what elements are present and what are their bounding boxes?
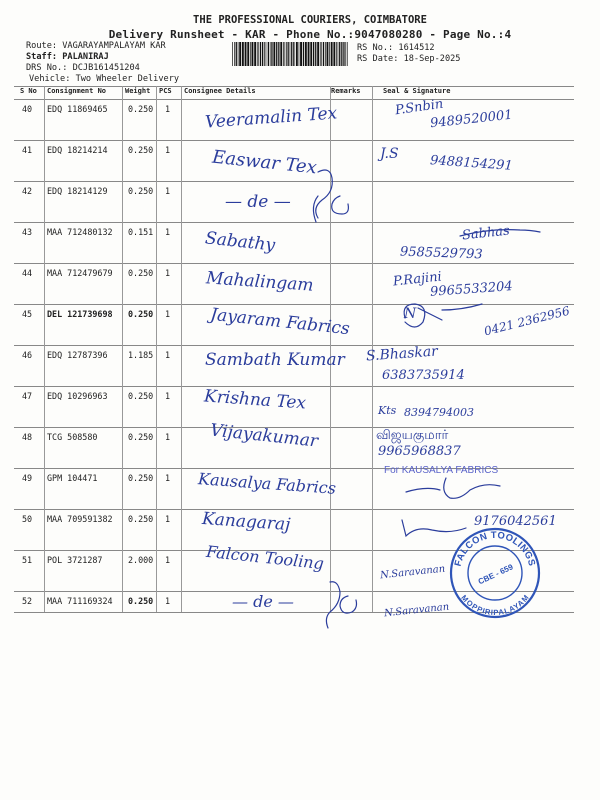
- cell-weight: 0.250: [128, 596, 154, 606]
- cell-sno: 41: [22, 145, 33, 155]
- drs-number: DRS No.: DCJB161451204: [26, 63, 140, 73]
- staff: Staff: PALANIRAJ: [26, 51, 109, 62]
- handwritten-phone: 9489520001: [429, 107, 514, 132]
- col-seal: Seal & Signature: [383, 87, 451, 95]
- cell-sno: 43: [22, 227, 33, 237]
- handwritten-phone: 6383735914: [382, 368, 465, 383]
- cell-weight: 0.250: [128, 268, 154, 278]
- svg-text:MOPPIRIPALAYAM: [459, 593, 530, 617]
- stamp-bottom-text: MOPPIRIPALAYAM: [459, 593, 531, 618]
- cell-cno: TCG 508580: [47, 432, 98, 442]
- cell-weight: 0.250: [128, 432, 154, 442]
- handwritten-consignee: Sabathy: [204, 228, 277, 256]
- handwritten-signature: N.Saravanan: [383, 601, 450, 620]
- cell-weight: 0.250: [128, 145, 154, 155]
- handwritten-consignee: Vijayakumar: [209, 420, 319, 452]
- cell-pcs: 1: [165, 227, 171, 237]
- cell-pcs: 1: [165, 268, 171, 278]
- rs-date: RS Date: 18-Sep-2025: [357, 54, 461, 64]
- cell-pcs: 1: [165, 186, 171, 196]
- cell-pcs: 1: [165, 309, 171, 319]
- stamp-top-text: FALCON TOOLINGS: [452, 529, 538, 568]
- cell-cno: MAA 709591382: [47, 514, 113, 524]
- cell-weight: 0.250: [128, 309, 154, 319]
- handwritten-signature: N: [404, 306, 417, 322]
- svg-text:FALCON TOOLINGS: [453, 530, 538, 568]
- cell-weight: 0.250: [128, 104, 154, 114]
- cell-weight: 1.185: [128, 350, 154, 360]
- cell-sno: 51: [22, 555, 33, 565]
- handwritten-phone: 0421 2362956: [482, 303, 572, 339]
- handwritten-consignee: Easwar Tex: [211, 146, 318, 179]
- cell-sno: 40: [22, 104, 33, 114]
- cell-cno: GPM 104471: [47, 473, 98, 483]
- cell-sno: 52: [22, 596, 33, 606]
- cell-pcs: 1: [165, 432, 171, 442]
- handwritten-phone: 9176042561: [474, 514, 557, 529]
- cell-weight: 0.250: [128, 391, 154, 401]
- handwritten-signature: Sabhas: [461, 223, 511, 244]
- col-remarks: Remarks: [331, 87, 361, 95]
- handwritten-signature: P.Snbin: [394, 96, 445, 119]
- cell-cno: EDQ 11869465: [47, 104, 108, 114]
- cell-cno: MAA 712479679: [47, 268, 113, 278]
- handwritten-signature: P.Rajini: [392, 269, 443, 290]
- col-pcs: PCS: [159, 87, 172, 95]
- cell-cno: EDQ 18214129: [47, 186, 108, 196]
- cell-weight: 0.250: [128, 514, 154, 524]
- handwritten-consignee: — de —: [232, 592, 294, 611]
- cell-pcs: 1: [165, 104, 171, 114]
- cell-pcs: 1: [165, 350, 171, 360]
- cell-cno: POL 3721287: [47, 555, 103, 565]
- handwritten-consignee: Jayaram Fabrics: [209, 304, 351, 340]
- cell-pcs: 1: [165, 555, 171, 565]
- handwritten-phone: 9488154291: [429, 153, 514, 174]
- handwritten-consignee: Falcon Tooling: [205, 541, 325, 574]
- handwritten-phone: 9965968837: [378, 444, 461, 459]
- handwritten-consignee: Kausalya Fabrics: [197, 469, 337, 498]
- col-consignee: Consignee Details: [184, 87, 256, 95]
- handwritten-consignee: — de —: [225, 192, 291, 212]
- cell-cno: MAA 711169324: [47, 596, 113, 606]
- handwritten-signature: விஜயகுமார்: [376, 428, 449, 443]
- handwritten-signature: N.Saravanan: [379, 563, 446, 582]
- handwritten-consignee: Kanagaraj: [201, 508, 292, 536]
- handwritten-consignee: Krishna Tex: [203, 386, 307, 414]
- route: Route: VAGARAYAMPALAYAM KAR: [26, 41, 166, 51]
- cell-cno: EDQ 18214214: [47, 145, 108, 155]
- col-sno: S No: [20, 87, 37, 95]
- handwritten-signature: For KAUSALYA FABRICS: [384, 465, 499, 476]
- handwritten-phone: 8394794003: [404, 406, 474, 419]
- cell-cno: EDQ 10296963: [47, 391, 108, 401]
- cell-pcs: 1: [165, 391, 171, 401]
- cell-sno: 42: [22, 186, 33, 196]
- handwritten-signature: J.S: [380, 146, 399, 162]
- cell-weight: 0.250: [128, 186, 154, 196]
- cell-sno: 46: [22, 350, 33, 360]
- handwritten-consignee: Veeramalin Tex: [204, 103, 338, 133]
- runsheet-subtitle: Delivery Runsheet - KAR - Phone No.:9047080280 - Page No.:4: [108, 28, 512, 41]
- company-title: THE PROFESSIONAL COURIERS, COIMBATORE: [193, 14, 427, 26]
- cell-sno: 50: [22, 514, 33, 524]
- col-weight: Weight: [125, 87, 151, 95]
- cell-cno: MAA 712480132: [47, 227, 113, 237]
- cell-pcs: 1: [165, 596, 171, 606]
- handwritten-phone: 9965533204: [429, 279, 514, 300]
- handwritten-consignee: Mahalingam: [205, 268, 315, 296]
- cell-cno: DEL 121739698: [47, 309, 113, 319]
- cell-pcs: 1: [165, 514, 171, 524]
- handwritten-signature: Kts: [378, 404, 397, 417]
- stamp-middle-text: CBE - 659: [476, 562, 515, 587]
- handwritten-signature: S.Bhaskar: [365, 343, 439, 365]
- col-consignment: Consignment No: [47, 87, 107, 95]
- cell-sno: 44: [22, 268, 33, 278]
- cell-weight: 2.000: [128, 555, 154, 565]
- cell-sno: 49: [22, 473, 33, 483]
- vehicle: Vehicle: Two Wheeler Delivery: [29, 73, 180, 84]
- rs-number: RS No.: 1614512: [357, 43, 435, 53]
- cell-sno: 48: [22, 432, 33, 442]
- cell-weight: 0.250: [128, 473, 154, 483]
- cell-pcs: 1: [165, 145, 171, 155]
- company-stamp: [448, 526, 542, 620]
- cell-weight: 0.151: [128, 227, 154, 237]
- cell-sno: 45: [22, 309, 33, 319]
- cell-pcs: 1: [165, 473, 171, 483]
- cell-sno: 47: [22, 391, 33, 401]
- cell-cno: EDQ 12787396: [47, 350, 108, 360]
- handwritten-phone: 9585529793: [399, 244, 483, 263]
- handwritten-consignee: Sambath Kumar: [205, 350, 345, 370]
